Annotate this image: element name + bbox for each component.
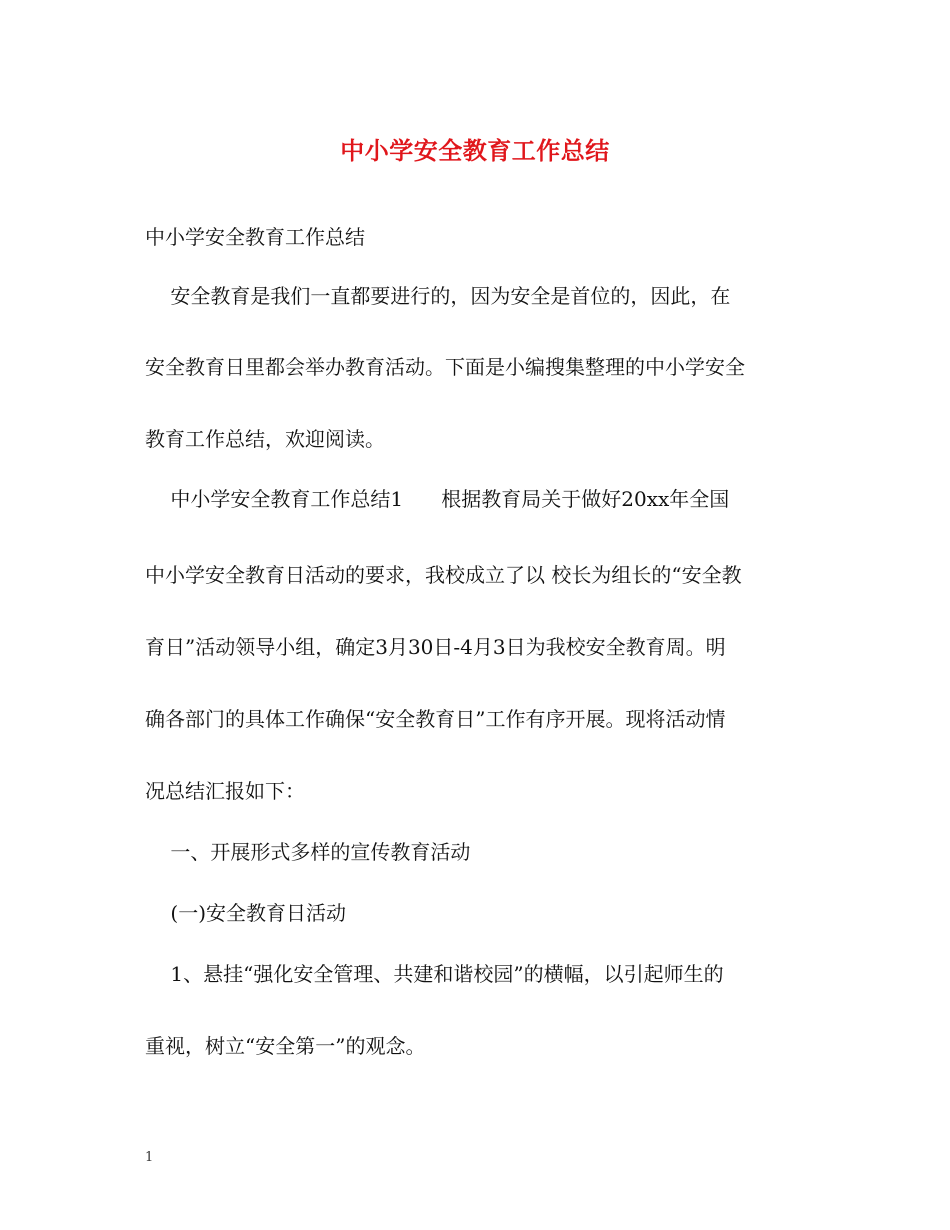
text-line-13: 重视，树立“安全第一”的观念。 [145, 1034, 426, 1058]
text-line-8: 确各部门的具体工作确保“安全教育日”工作有序开展。现将活动情 [145, 707, 726, 731]
text-line-11: (一)安全教育日活动 [145, 901, 347, 925]
text-line-6: 中小学安全教育日活动的要求，我校成立了以 校长为组长的“安全教 [145, 563, 742, 587]
text-line-2: 安全教育是我们一直都要进行的，因为安全是首位的，因此，在 [145, 284, 731, 308]
text-line-4: 教育工作总结，欢迎阅读。 [145, 427, 385, 451]
document-title: 中小学安全教育工作总结 [340, 136, 610, 165]
text-line-10: 一、开展形式多样的宣传教育活动 [145, 840, 471, 864]
text-line-7: 育日”活动领导小组，确定3月30日-4月3日为我校安全教育周。明 [145, 635, 726, 659]
text-line-9: 况总结汇报如下： [145, 779, 305, 803]
text-line-12: 1、悬挂“强化安全管理、共建和谐校园”的横幅，以引起师生的 [145, 962, 724, 986]
text-line-5: 中小学安全教育工作总结1 根据教育局关于做好20xx年全国 [145, 487, 730, 511]
text-line-1: 中小学安全教育工作总结 [145, 225, 365, 249]
page-number: 1 [145, 1150, 154, 1165]
text-line-3: 安全教育日里都会举办教育活动。下面是小编搜集整理的中小学安全 [145, 355, 745, 379]
